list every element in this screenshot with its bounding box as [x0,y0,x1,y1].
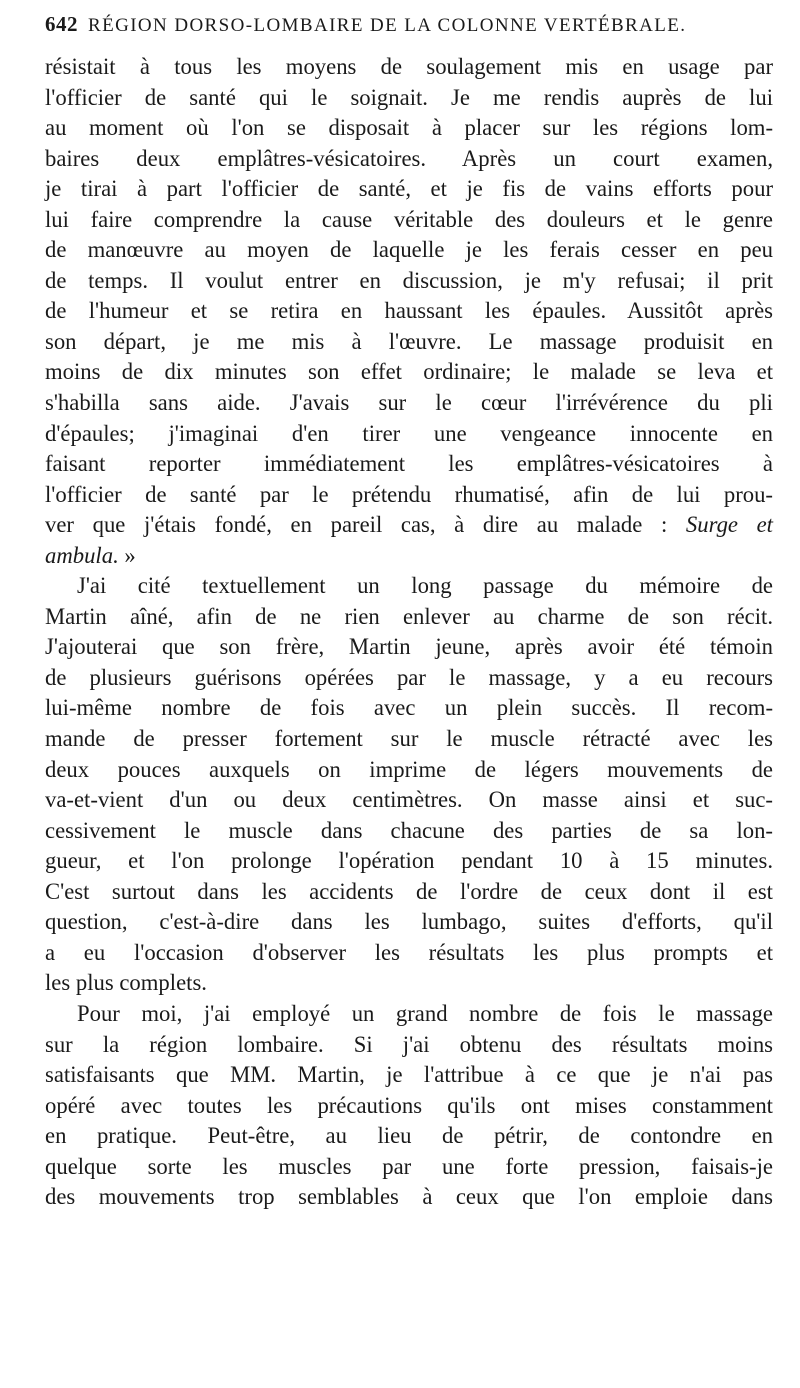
italic-phrase: Surge et [685,512,773,538]
text-line: faisant reporter immédiatement les emplâtres-vésicatoires à [45,451,773,477]
text-line: deux pouces auxquels on imprime de légers mouvements de [45,756,773,782]
text-line: de manœuvre au moyen de laquelle je les ferais cesser en peu [45,237,773,263]
text-segment: ver que j'étais fondé, en pareil cas, à dire au malade : [45,512,668,538]
text-line: des mouvements trop semblables à ceux que l'on emploie dans [45,1184,773,1210]
text-line: question, c'est-à-dire dans les lumbago, suites d'efforts, qu'il [45,909,773,935]
text-line: son départ, je me mis à l'œuvre. Le massage produisit en [45,328,773,354]
page-number: 642 [45,12,78,36]
text-line: a eu l'occasion d'observer les résultats les plus prompts et [45,939,773,965]
text-line: d'épaules; j'imaginai d'en tirer une vengeance innocente en [45,420,773,446]
italic-phrase: ambula. [45,542,119,568]
text-line: de temps. Il voulut entrer en discussion, je m'y refusai; il prit [45,267,773,293]
text-line: quelque sorte les muscles par une forte pression, faisais-je [45,1153,773,1179]
text-line: satisfaisants que MM. Martin, je l'attribue à ce que je n'ai pas [45,1062,773,1088]
text-line: en pratique. Peut-être, au lieu de pétrir, de contondre en [45,1123,773,1149]
text-line: cessivement le muscle dans chacune des parties de sa lon- [45,817,773,843]
running-head [45,12,773,52]
paragraph-2 [45,571,773,999]
text-line: Pour moi, j'ai employé un grand nombre de fois le massage [77,1000,773,1026]
paragraph-3 [45,999,773,1213]
text-line: va-et-vient d'un ou deux centimètres. On masse ainsi et suc- [45,787,773,813]
body-text [45,52,773,1213]
text-line: lui-même nombre de fois avec un plein succès. Il recom- [45,695,773,721]
text-line: moins de dix minutes son effet ordinaire; le malade se leva et [45,359,773,385]
text-line: Martin aîné, afin de ne rien enlever au charme de son récit. [45,603,773,629]
text-line: au moment où l'on se disposait à placer sur les régions lom- [45,115,773,141]
paragraph-1 [45,52,773,571]
closing-quote: » [118,542,136,568]
text-line: J'ajouterai que son frère, Martin jeune, après avoir été témoin [45,634,773,660]
text-line-with-italic [45,510,773,541]
text-line: les plus complets. [45,970,207,996]
text-line: de l'humeur et se retira en haussant les épaules. Aussitôt après [45,298,773,324]
text-line-with-italic [45,541,773,572]
text-line: je tirai à part l'officier de santé, et je fis de vains efforts pour [45,176,773,202]
text-line: opéré avec toutes les précautions qu'ils ont mises constamment [45,1092,773,1118]
text-line: l'officier de santé par le prétendu rhumatisé, afin de lui prou- [45,481,773,507]
text-line: résistait à tous les moyens de soulagement mis en usage par [45,54,773,79]
text-line: mande de presser fortement sur le muscle rétracté avec les [45,726,773,752]
text-line: gueur, et l'on prolonge l'opération pendant 10 à 15 minutes. [45,848,773,874]
text-line: s'habilla sans aide. J'avais sur le cœur l'irrévérence du pli [45,390,773,416]
running-title: RÉGION DORSO-LOMBAIRE DE LA COLONNE VERTÉBRALE. [88,15,687,36]
book-page [45,12,773,1213]
text-line: sur la région lombaire. Si j'ai obtenu des résultats moins [45,1031,773,1057]
text-line: l'officier de santé qui le soignait. Je me rendis auprès de lui [45,84,773,110]
text-line: J'ai cité textuellement un long passage du mémoire de [77,573,773,599]
text-line: lui faire comprendre la cause véritable des douleurs et le genre [45,206,773,232]
text-line: C'est surtout dans les accidents de l'ordre de ceux dont il est [45,878,773,904]
text-line: de plusieurs guérisons opérées par le massage, y a eu recours [45,664,773,690]
text-line: baires deux emplâtres-vésicatoires. Après un court examen, [45,145,773,171]
